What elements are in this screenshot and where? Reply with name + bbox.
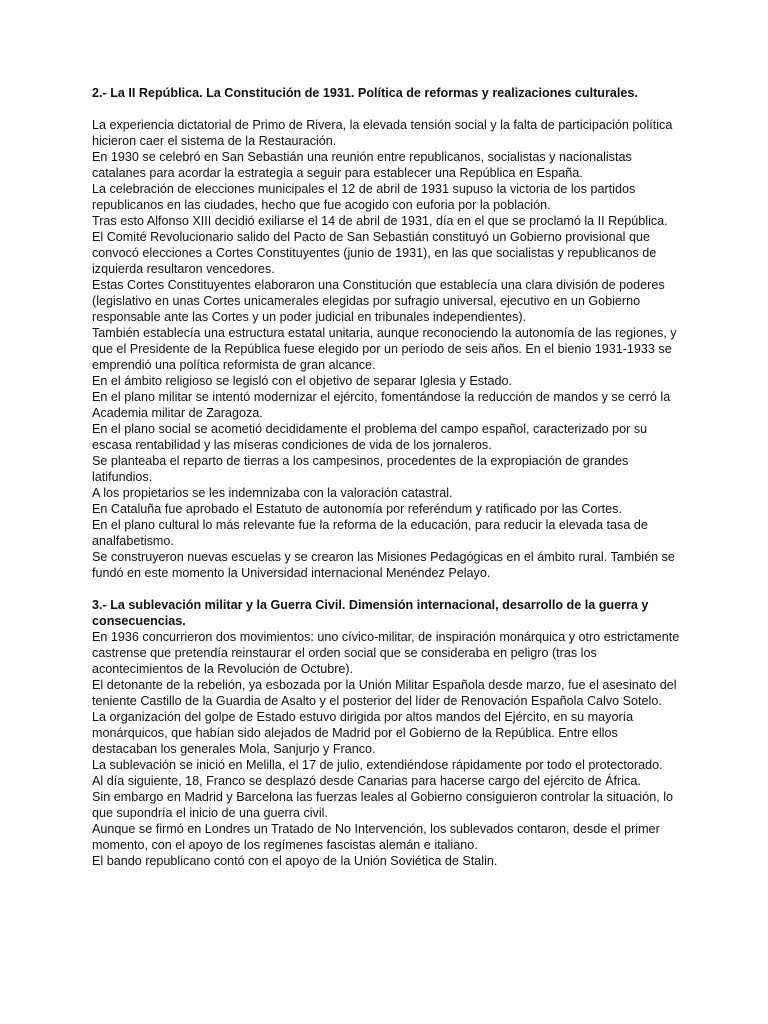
section-2-paragraph-3: La celebración de elecciones municipales el 12 de abril de 1931 supuso la victoria de los partidos republicanos en las ciudades, hecho que fue acogido con euforia por la población.: [92, 182, 636, 212]
section-2-paragraph-13: En Cataluña fue aprobado el Estatuto de autonomía por referéndum y ratificado por las Cortes.: [92, 502, 622, 516]
section-2-paragraph-6: Estas Cortes Constituyentes elaboraron una Constitución que establecía una clara división de poderes (legislativo en unas Cortes unicamerales elegidas por sufragio universal, ejecutivo en un Gobierno responsable ante las Cortes y un poder judicial en tribunales independientes).: [92, 278, 665, 324]
section-2-paragraph-2: En 1930 se celebró en San Sebastián una reunión entre republicanos, socialistas y nacionalistas catalanes para acordar la estrategia a seguir para establecer una República en España.: [92, 150, 632, 180]
spacer: [92, 581, 680, 597]
spacer: [92, 101, 680, 117]
section-2-paragraph-12: A los propietarios se les indemnizaba con la valoración catastral.: [92, 486, 453, 500]
section-2-paragraph-1: La experiencia dictatorial de Primo de Rivera, la elevada tensión social y la falta de participación política hicieron caer el sistema de la Restauración.: [92, 118, 673, 148]
section-3-heading: 3.- La sublevación militar y la Guerra Civil. Dimensión internacional, desarrollo de la guerra y consecuencias.: [92, 598, 649, 628]
section-2-paragraph-7: También establecía una estructura estatal unitaria, aunque reconociendo la autonomía de las regiones, y que el Presidente de la República fuese elegido por un período de seis años. En el bienio 1931-1933 se emprendió una política reformista de gran alcance.: [92, 326, 677, 372]
section-2-paragraph-9: En el plano militar se intentó modernizar el ejército, fomentándose la reducción de mandos y se cerró la Academia militar de Zaragoza.: [92, 390, 671, 420]
section-2-paragraph-14: En el plano cultural lo más relevante fue la reforma de la educación, para reducir la elevada tasa de analfabetismo.: [92, 518, 648, 548]
document-page: [92, 85, 680, 869]
section-2-paragraph-15: Se construyeron nuevas escuelas y se crearon las Misiones Pedagógicas en el ámbito rural. También se fundó en este momento la Universidad internacional Menéndez Pelayo.: [92, 550, 675, 580]
section-3-paragraph-2: El detonante de la rebelión, ya esbozada por la Unión Militar Española desde marzo, fue el asesinato del teniente Castillo de la Guardia de Asalto y el posterior del líder de Renovación Española Calvo Sotelo.: [92, 678, 677, 708]
section-2-paragraph-4: Tras esto Alfonso XIII decidió exiliarse el 14 de abril de 1931, día en el que se proclamó la II República.: [92, 214, 668, 228]
section-3-paragraph-4: La sublevación se inició en Melilla, el 17 de julio, extendiéndose rápidamente por todo el protectorado.: [92, 758, 663, 772]
section-3-paragraph-7: Aunque se firmó en Londres un Tratado de No Intervención, los sublevados contaron, desde el primer momento, con el apoyo de los regímenes fascistas alemán e italiano.: [92, 822, 660, 852]
section-3-paragraph-5: Al día siguiente, 18, Franco se desplazó desde Canarias para hacerse cargo del ejército de África.: [92, 774, 641, 788]
section-2-paragraph-10: En el plano social se acometió decididamente el problema del campo español, caracterizado por su escasa rentabilidad y las míseras condiciones de vida de los jornaleros.: [92, 422, 648, 452]
section-3-paragraph-3: La organización del golpe de Estado estuvo dirigida por altos mandos del Ejército, en su mayoría monárquicos, que habían sido alejados de Madrid por el Gobierno de la República. Entre ellos destacaban los generales Mola, Sanjurjo y Franco.: [92, 710, 634, 756]
section-2-paragraph-11: Se planteaba el reparto de tierras a los campesinos, procedentes de la expropiación de grandes latifundios.: [92, 454, 629, 484]
section-2-heading: 2.- La II República. La Constitución de 1931. Política de reformas y realizaciones culturales.: [92, 86, 638, 100]
section-2-paragraph-8: En el ámbito religioso se legisló con el objetivo de separar Iglesia y Estado.: [92, 374, 513, 388]
section-3-paragraph-8: El bando republicano contó con el apoyo de la Unión Soviética de Stalin.: [92, 854, 498, 868]
section-3-paragraph-6: Sin embargo en Madrid y Barcelona las fuerzas leales al Gobierno consiguieron controlar la situación, lo que supondría el inicio de una guerra civil.: [92, 790, 674, 820]
section-2-paragraph-5: El Comité Revolucionario salido del Pacto de San Sebastián constituyó un Gobierno provisional que convocó elecciones a Cortes Constituyentes (junio de 1931), en las que socialistas y republicanos de izquierda resultaron vencedores.: [92, 230, 657, 276]
section-3-paragraph-1: En 1936 concurrieron dos movimientos: uno cívico-militar, de inspiración monárquica y otro estrictamente castrense que pretendía reinstaurar el orden social que se consideraba en peligro (tras los acontecimientos de la Revolución de Octubre).: [92, 630, 680, 676]
